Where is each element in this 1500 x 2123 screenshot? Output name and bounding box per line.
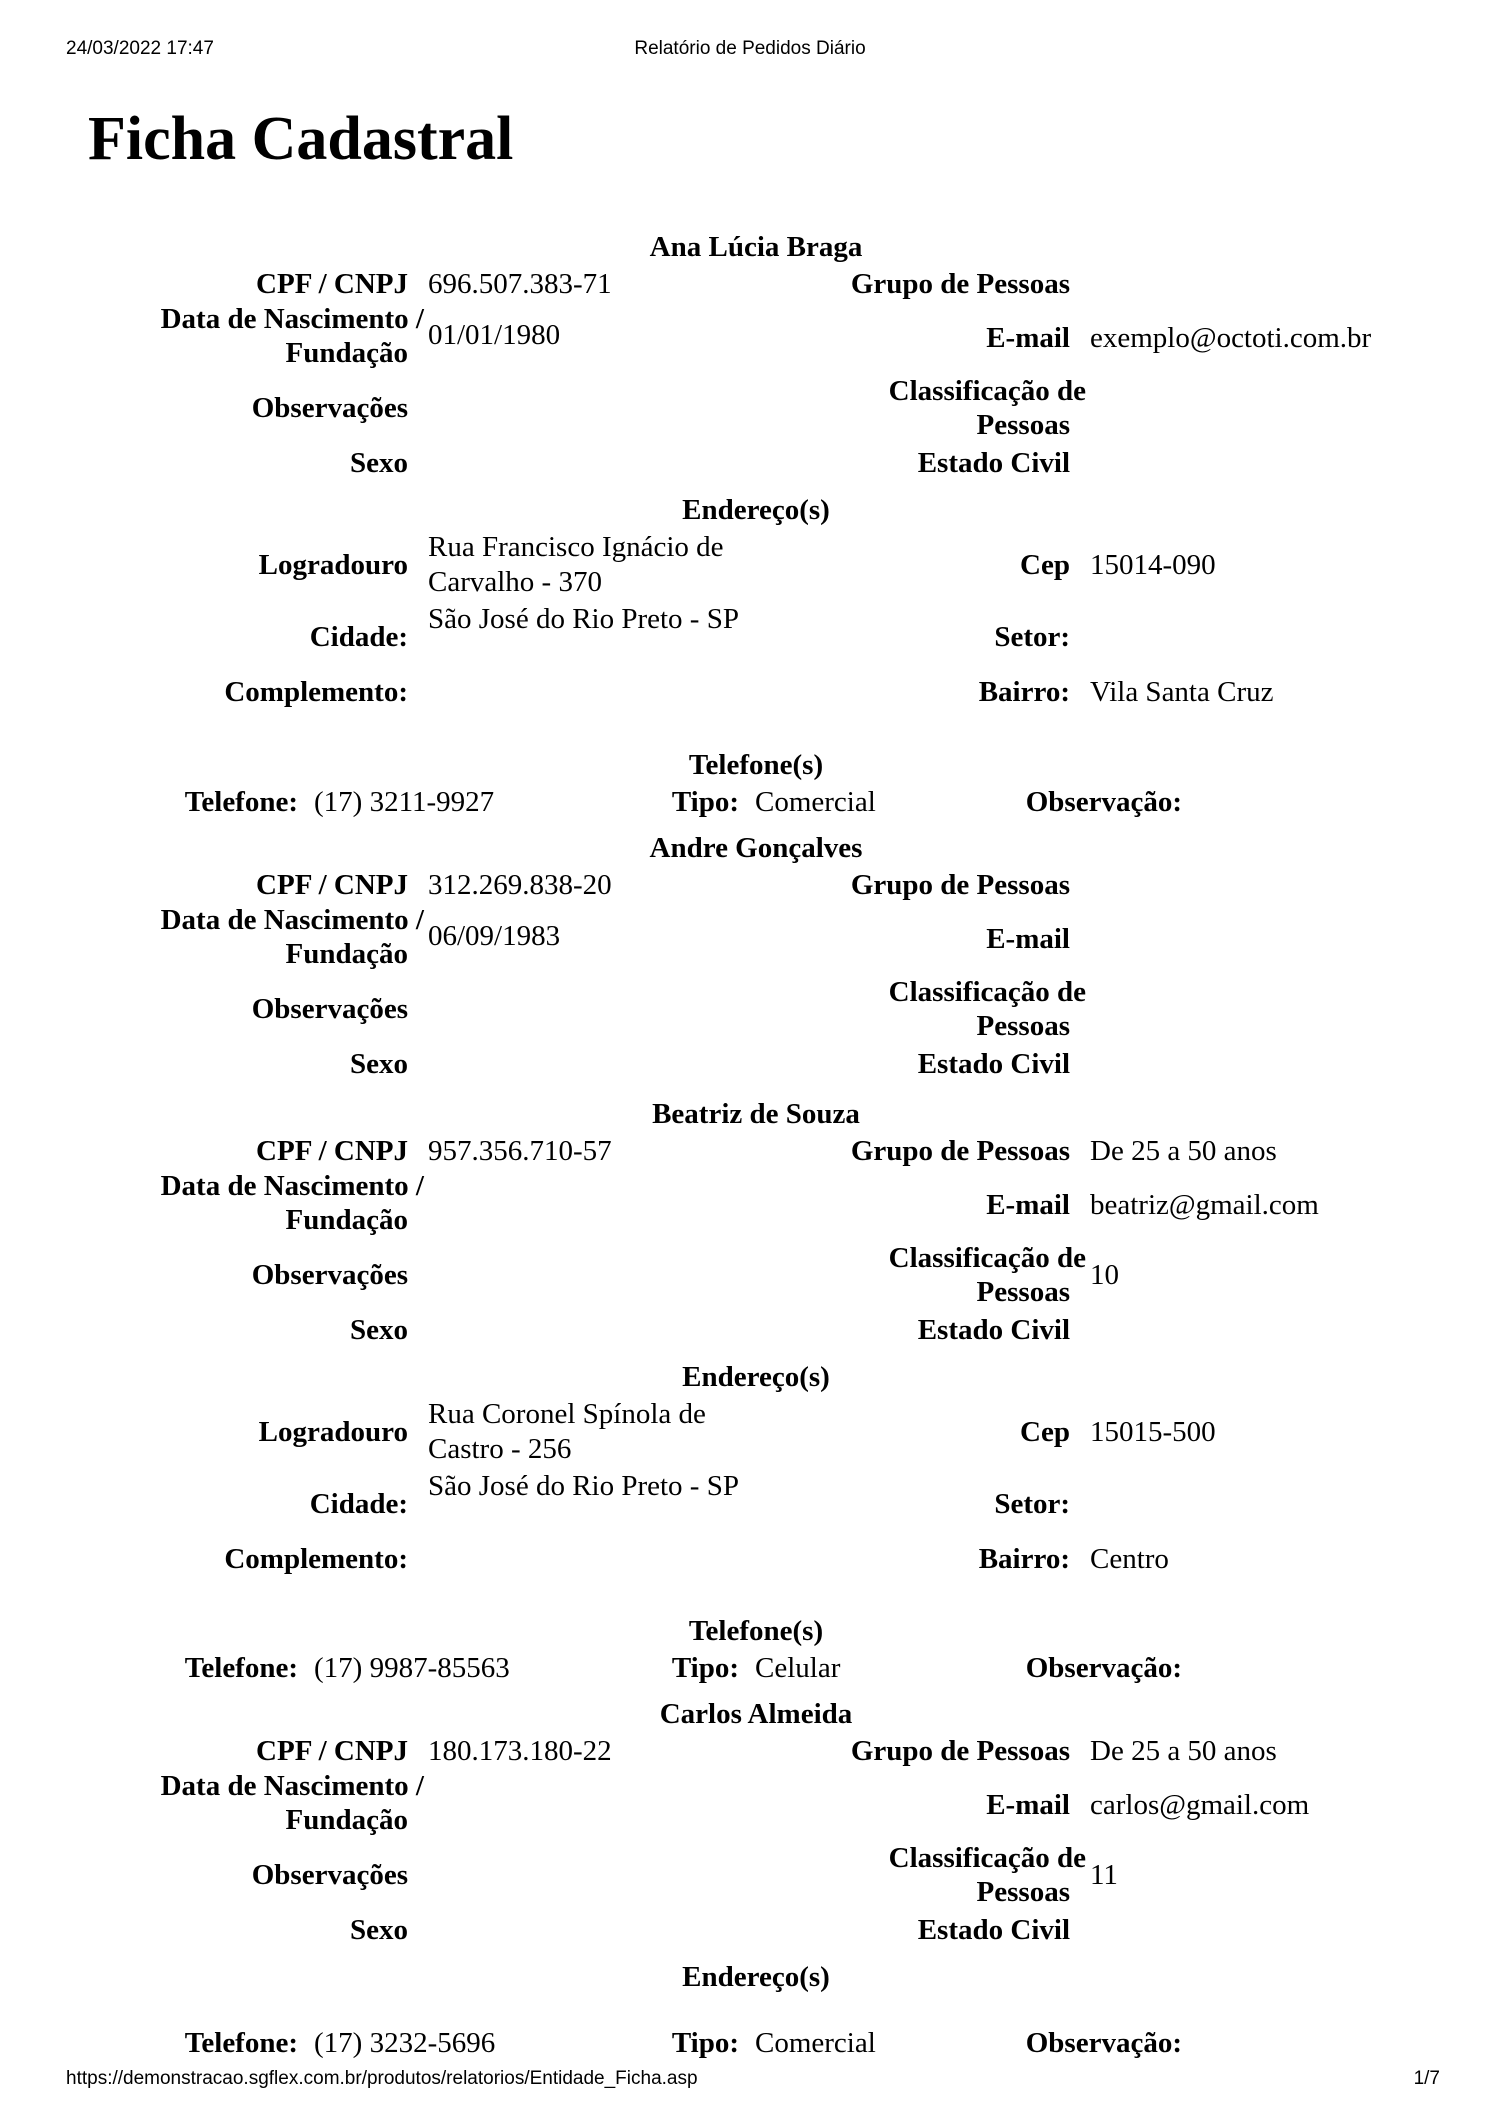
header-title: Relatório de Pedidos Diário — [634, 38, 866, 59]
bairro-value: Centro — [1090, 1543, 1169, 1575]
header-datetime: 24/03/2022 17:47 — [66, 38, 214, 59]
nascimento-label-line2: Fundação — [285, 1804, 408, 1836]
logradouro-label: Logradouro — [258, 549, 408, 581]
tipo-label: Tipo: — [671, 2027, 739, 2059]
estado-civil-label: Estado Civil — [917, 447, 1070, 479]
nascimento-label-line2: Fundação — [285, 1204, 408, 1236]
grupo-value: De 25 a 50 anos — [1090, 1135, 1277, 1167]
complemento-label: Complemento: — [224, 676, 408, 708]
nascimento-value: 01/01/1980 — [428, 319, 561, 351]
classificacao-value: 11 — [1090, 1859, 1118, 1891]
record-name: Beatriz de Souza — [652, 1098, 860, 1130]
cep-label: Cep — [1020, 1416, 1070, 1448]
classificacao-label-line1: Classificação de — [888, 375, 1086, 407]
classificacao-label-line1: Classificação de — [888, 976, 1086, 1008]
telefones-heading: Telefone(s) — [688, 749, 824, 781]
record-name: Andre Gonçalves — [649, 832, 863, 864]
sexo-label: Sexo — [350, 1314, 408, 1346]
cidade-label: Cidade: — [309, 621, 408, 653]
cidade-value: São José do Rio Preto - SP — [428, 1470, 739, 1502]
cpf-value: 312.269.838-20 — [428, 869, 612, 901]
cpf-label: CPF / CNPJ — [256, 869, 408, 901]
classificacao-label-line1: Classificação de — [888, 1242, 1086, 1274]
grupo-value: De 25 a 50 anos — [1090, 1735, 1277, 1767]
telefone-value: (17) 3232-5696 — [314, 2027, 496, 2059]
record-name: Carlos Almeida — [659, 1698, 853, 1730]
nascimento-label-line1: Data de Nascimento / — [160, 303, 424, 335]
cep-label: Cep — [1020, 549, 1070, 581]
email-value: exemplo@octoti.com.br — [1090, 322, 1372, 354]
telefone-label: Telefone: — [184, 1652, 298, 1684]
email-value: carlos@gmail.com — [1090, 1789, 1310, 1821]
observacoes-label: Observações — [251, 392, 408, 424]
enderecos-heading: Endereço(s) — [682, 1361, 830, 1393]
nascimento-value: 06/09/1983 — [428, 920, 561, 952]
enderecos-heading: Endereço(s) — [682, 494, 830, 526]
grupo-label: Grupo de Pessoas — [850, 869, 1070, 901]
sexo-label: Sexo — [350, 1048, 408, 1080]
email-value: beatriz@gmail.com — [1090, 1189, 1319, 1221]
bairro-value: Vila Santa Cruz — [1090, 676, 1274, 708]
complemento-label: Complemento: — [224, 1543, 408, 1575]
cpf-label: CPF / CNPJ — [256, 268, 408, 300]
telefone-value: (17) 9987-85563 — [314, 1652, 510, 1684]
enderecos-heading: Endereço(s) — [682, 1961, 830, 1993]
nascimento-label-line1: Data de Nascimento / — [160, 1170, 424, 1202]
observacao-label: Observação: — [1025, 1652, 1182, 1684]
page-title: Ficha Cadastral — [88, 105, 514, 173]
tipo-value: Comercial — [755, 2027, 876, 2059]
sexo-label: Sexo — [350, 447, 408, 479]
cep-value: 15014-090 — [1090, 549, 1216, 581]
grupo-label: Grupo de Pessoas — [850, 1735, 1070, 1767]
observacoes-label: Observações — [251, 993, 408, 1025]
logradouro-value: Rua Francisco Ignácio de Carvalho - 370 — [428, 531, 724, 598]
cpf-value: 957.356.710-57 — [428, 1135, 612, 1167]
bairro-label: Bairro: — [978, 1543, 1070, 1575]
cidade-label: Cidade: — [309, 1488, 408, 1520]
footer-url: https://demonstracao.sgflex.com.br/produtos/relatorios/Entidade_Ficha.asp — [66, 2068, 698, 2089]
observacoes-label: Observações — [251, 1259, 408, 1291]
tipo-value: Comercial — [755, 786, 876, 818]
classificacao-label-line2: Pessoas — [976, 1276, 1070, 1308]
telefone-value: (17) 3211-9927 — [314, 786, 495, 818]
classificacao-label-line2: Pessoas — [976, 1010, 1070, 1042]
logradouro-label: Logradouro — [258, 1416, 408, 1448]
observacao-label: Observação: — [1025, 2027, 1182, 2059]
nascimento-label-line1: Data de Nascimento / — [160, 1770, 424, 1802]
nascimento-label-line2: Fundação — [285, 938, 408, 970]
footer-page-number: 1/7 — [1413, 2068, 1440, 2089]
classificacao-label-line1: Classificação de — [888, 1842, 1086, 1874]
email-label: E-mail — [986, 1789, 1070, 1821]
nascimento-label-line2: Fundação — [285, 337, 408, 369]
estado-civil-label: Estado Civil — [917, 1048, 1070, 1080]
classificacao-label-line2: Pessoas — [976, 1876, 1070, 1908]
telefones-heading: Telefone(s) — [688, 1615, 824, 1647]
classificacao-label-line2: Pessoas — [976, 409, 1070, 441]
email-label: E-mail — [986, 1189, 1070, 1221]
email-label: E-mail — [986, 923, 1070, 955]
cpf-value: 696.507.383-71 — [428, 268, 612, 300]
logradouro-value: Rua Coronel Spínola de Castro - 256 — [428, 1398, 706, 1465]
cpf-value: 180.173.180-22 — [428, 1735, 612, 1767]
email-label: E-mail — [986, 322, 1070, 354]
cidade-value: São José do Rio Preto - SP — [428, 603, 739, 635]
nascimento-label-line1: Data de Nascimento / — [160, 904, 424, 936]
observacoes-label: Observações — [251, 1859, 408, 1891]
tipo-label: Tipo: — [671, 786, 739, 818]
cpf-label: CPF / CNPJ — [256, 1735, 408, 1767]
observacao-label: Observação: — [1025, 786, 1182, 818]
telefone-label: Telefone: — [184, 2027, 298, 2059]
tipo-label: Tipo: — [671, 1652, 739, 1684]
cep-value: 15015-500 — [1090, 1416, 1216, 1448]
tipo-value: Celular — [755, 1652, 841, 1684]
grupo-label: Grupo de Pessoas — [850, 1135, 1070, 1167]
record-name: Ana Lúcia Braga — [649, 231, 863, 263]
setor-label: Setor: — [994, 1488, 1070, 1520]
cpf-label: CPF / CNPJ — [256, 1135, 408, 1167]
estado-civil-label: Estado Civil — [917, 1314, 1070, 1346]
estado-civil-label: Estado Civil — [917, 1914, 1070, 1946]
setor-label: Setor: — [994, 621, 1070, 653]
grupo-label: Grupo de Pessoas — [850, 268, 1070, 300]
sexo-label: Sexo — [350, 1914, 408, 1946]
bairro-label: Bairro: — [978, 676, 1070, 708]
classificacao-value: 10 — [1090, 1259, 1119, 1291]
telefone-label: Telefone: — [184, 786, 298, 818]
